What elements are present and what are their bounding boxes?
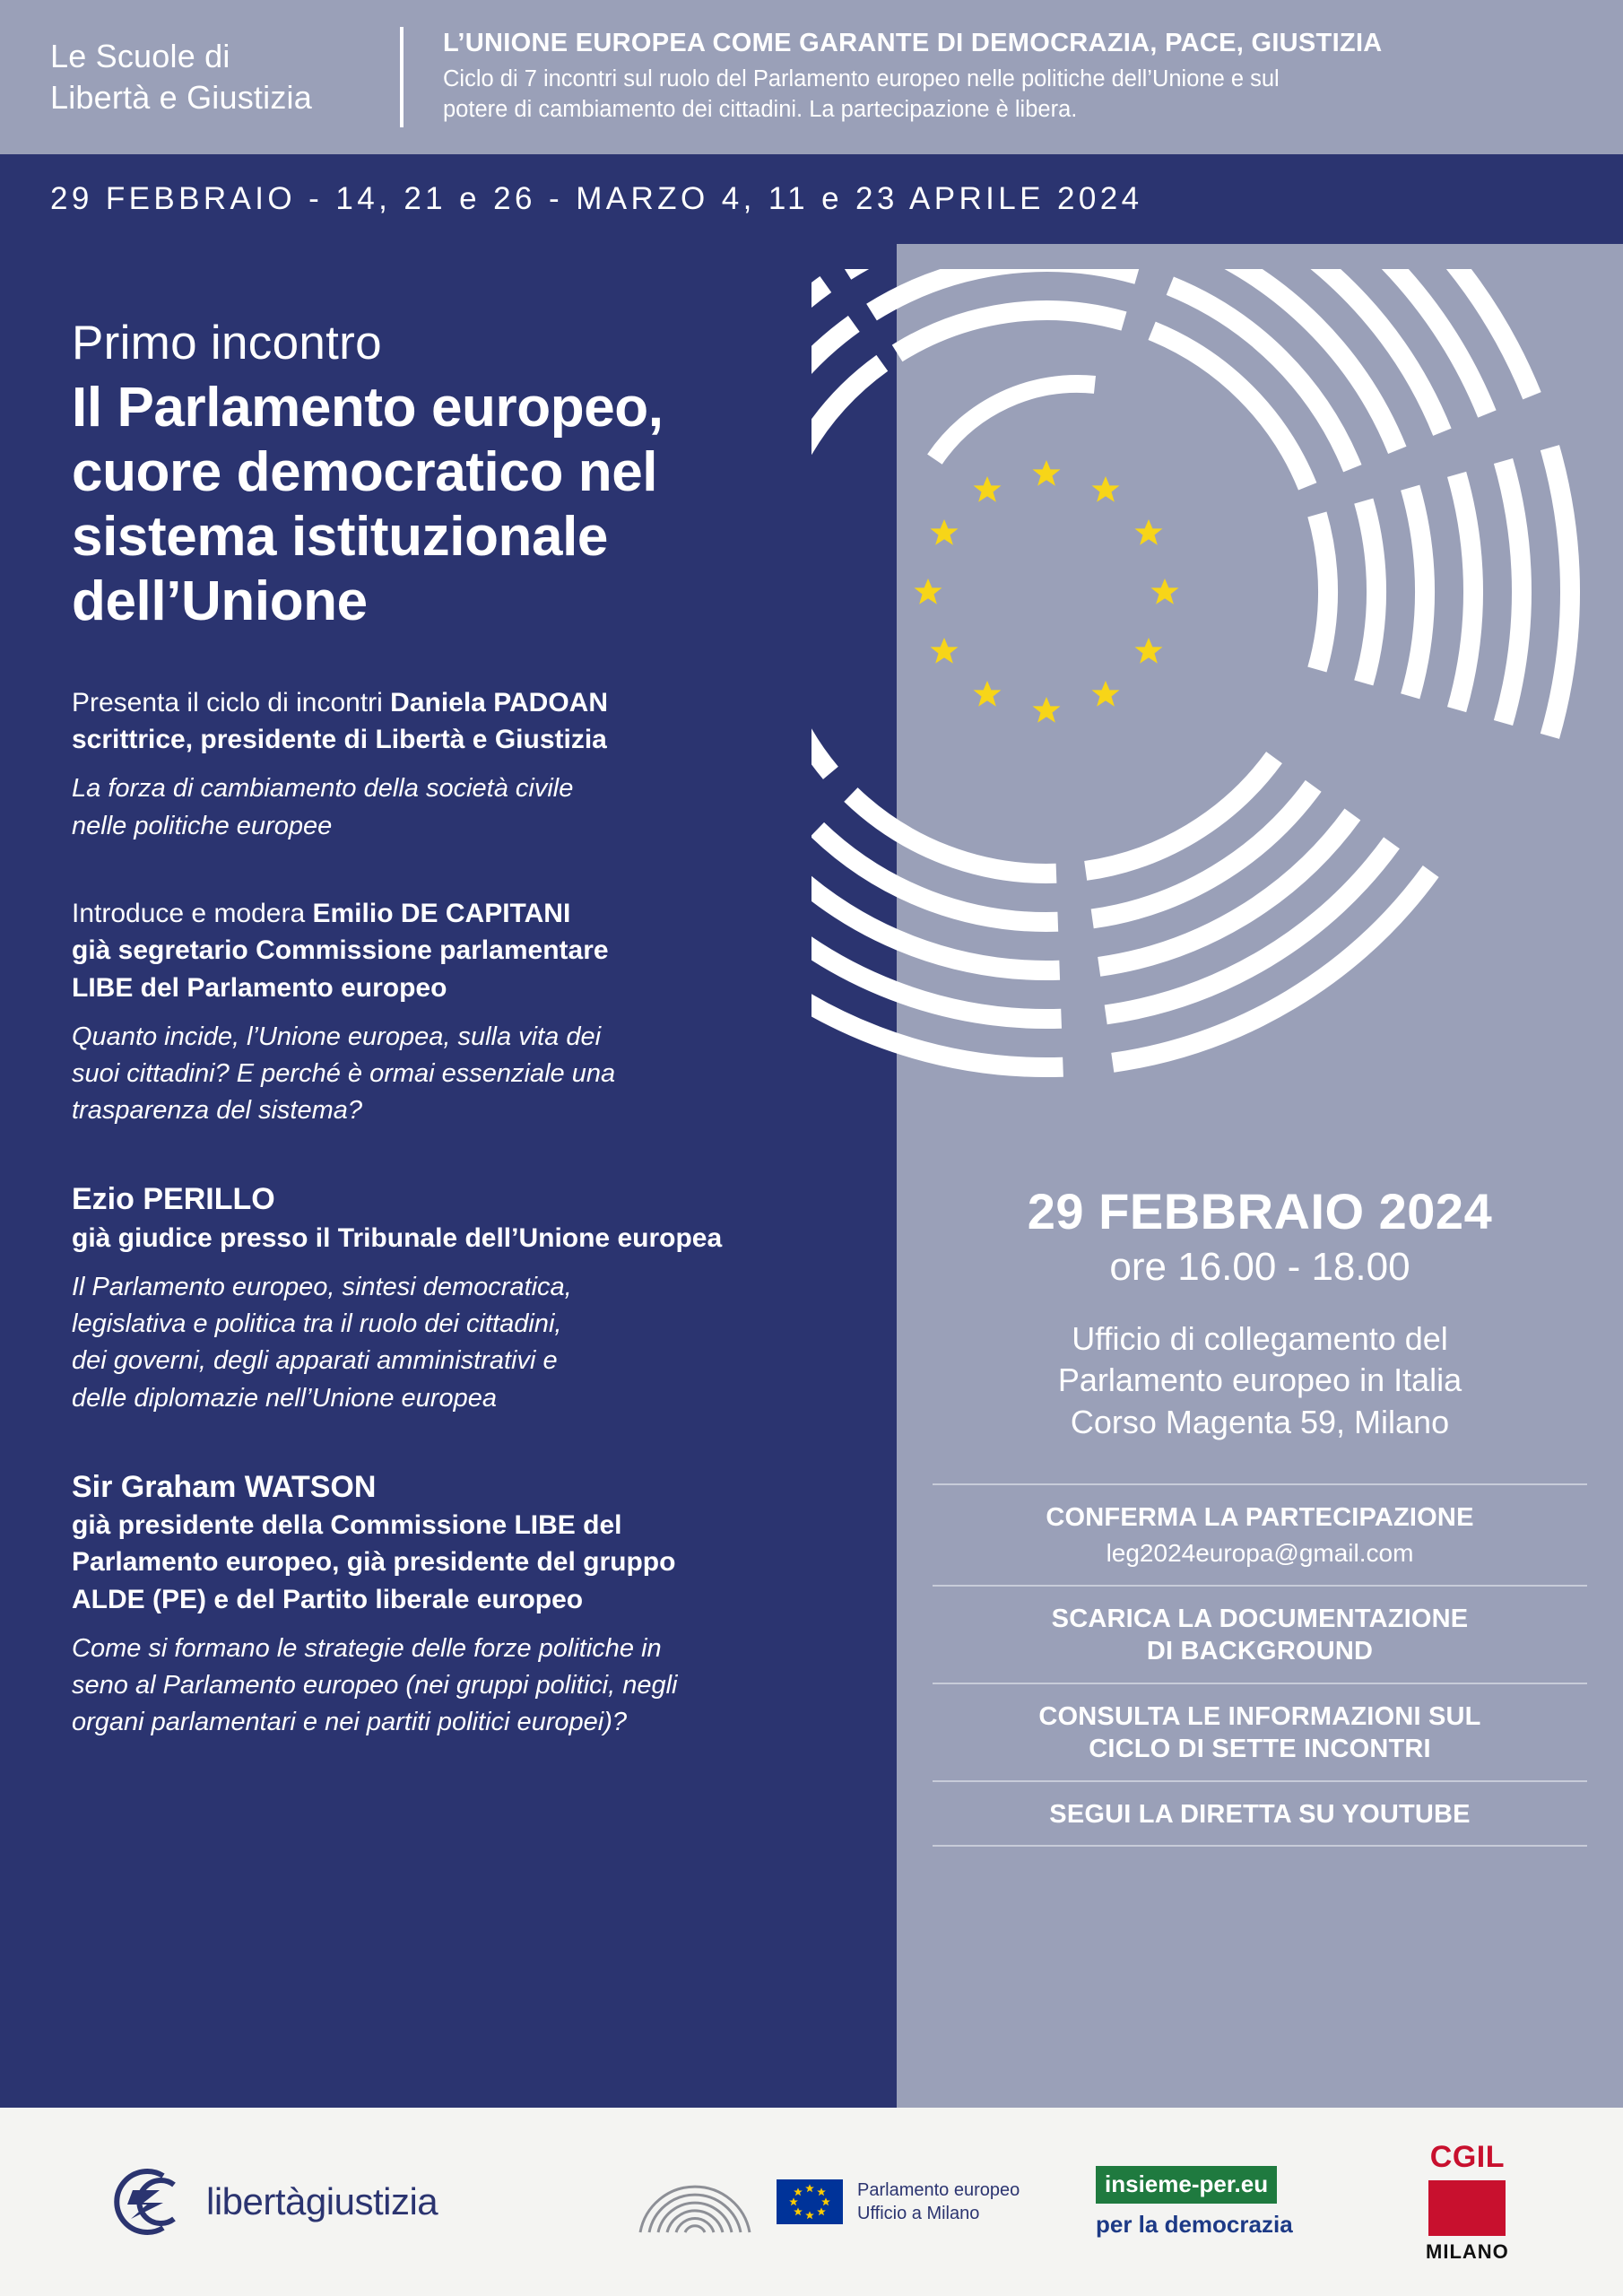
liberta-giustizia-wordmark: libertàgiustizia — [206, 2180, 438, 2222]
organizer-line-1: Le Scuole di — [50, 37, 230, 74]
series-subtitle-line-2: potere di cambiamento dei cittadini. La partecipazione è libera. — [443, 97, 1078, 122]
venue-line-1: Ufficio di collegamento del — [1072, 1319, 1448, 1357]
speaker-title: scrittrice, presidente di Libertà e Giustizia — [72, 725, 607, 755]
speaker-name: Ezio PERILLO — [72, 1182, 275, 1217]
action-label: CONFERMA LA PARTECIPAZIONE — [1046, 1502, 1474, 1532]
pe-caption-line-2: Ufficio a Milano — [857, 2204, 980, 2223]
abstract-line-3: dei governi, degli apparati amministrativi e — [72, 1346, 558, 1376]
headline-line-2: cuore democratico nel — [72, 440, 658, 503]
insieme-domain: insieme-per.eu — [1096, 2166, 1277, 2204]
abstract-line-1: Il Parlamento europeo, sintesi democratica, — [72, 1273, 572, 1302]
abstract-line-1: Quanto incide, l’Unione europea, sulla vita dei — [72, 1022, 602, 1051]
speaker-abstract — [72, 770, 843, 844]
speaker-role-row — [72, 895, 843, 932]
cgil-city: MILANO — [1426, 2240, 1509, 2263]
action-confirm-participation[interactable] — [933, 1483, 1587, 1585]
header-text-block — [443, 29, 1383, 125]
abstract-line-2: suoi cittadini? E perché è ormai essenziale una — [72, 1059, 616, 1089]
page-title — [72, 376, 843, 634]
poster-header — [0, 0, 1623, 154]
action-label-line-1: CONSULTA LE INFORMAZIONI SUL — [1038, 1701, 1481, 1731]
action-label-line-2: CICLO DI SETTE INCONTRI — [1089, 1735, 1431, 1764]
speaker-name: Daniela PADOAN — [390, 687, 608, 718]
main-content — [0, 244, 897, 1742]
speaker-de-capitani — [72, 895, 843, 1130]
liberta-giustizia-logo — [97, 2163, 438, 2240]
footer-logos — [0, 2108, 1623, 2296]
eu-flag-icon — [777, 2179, 843, 2224]
series-title: L’UNIONE EUROPEA COME GARANTE DI DEMOCRAZIA, PACE, GIUSTIZIA — [443, 29, 1383, 58]
series-subtitle-line-1: Ciclo di 7 incontri sul ruolo del Parlamento europeo nelle politiche dell’Unione e sul — [443, 66, 1280, 92]
speaker-title-line-1: già presidente della Commissione LIBE del — [72, 1509, 622, 1540]
event-date: 29 FEBBRAIO 2024 — [1027, 1183, 1493, 1239]
speaker-abstract — [72, 1269, 843, 1417]
action-download-background[interactable] — [933, 1585, 1587, 1683]
venue-line-3: Corso Magenta 59, Milano — [1070, 1404, 1450, 1441]
headline-line-4: dell’Unione — [72, 570, 368, 632]
contact-email[interactable]: leg2024europa@gmail.com — [1106, 1539, 1414, 1568]
speaker-abstract — [72, 1019, 843, 1130]
abstract-line-2: legislativa e politica tra il ruolo dei cittadini, — [72, 1309, 562, 1339]
abstract-line-2: seno al Parlamento europeo (nei gruppi politici, negli — [72, 1671, 678, 1700]
parlamento-europeo-caption — [857, 2179, 1020, 2225]
cgil-square-icon — [1428, 2180, 1506, 2236]
speaker-perillo — [72, 1179, 843, 1416]
speaker-abstract — [72, 1631, 843, 1742]
action-label-line-1: SCARICA LA DOCUMENTAZIONE — [1051, 1604, 1469, 1633]
speaker-title-line-2: Parlamento europeo, già presidente del gruppo — [72, 1547, 676, 1578]
organizer-line-2: Libertà e Giustizia — [50, 79, 312, 116]
headline-line-1: Il Parlamento europeo, — [72, 377, 664, 439]
speaker-name: Emilio DE CAPITANI — [312, 898, 571, 928]
abstract-line-3: organi parlamentari e nei partiti politici europei)? — [72, 1708, 627, 1737]
event-venue — [933, 1318, 1587, 1444]
parliament-hemicycle-icon — [628, 2161, 762, 2243]
speaker-name: Sir Graham WATSON — [72, 1469, 377, 1504]
pe-caption-line-1: Parlamento europeo — [857, 2180, 1020, 2200]
action-youtube-live[interactable] — [933, 1780, 1587, 1848]
speaker-title-line-3: ALDE (PE) e del Partito liberale europeo — [72, 1584, 584, 1614]
speaker-role-prefix: Presenta il ciclo di incontri — [72, 687, 391, 718]
event-details — [933, 1184, 1587, 1847]
eyebrow: Primo incontro — [72, 317, 382, 370]
action-label-line-2: DI BACKGROUND — [1146, 1637, 1374, 1666]
speaker-title-line-2: LIBE del Parlamento europeo — [72, 972, 447, 1003]
speaker-role-prefix: Introduce e modera — [72, 898, 313, 928]
abstract-line-4: delle diplomazie nell’Unione europea — [72, 1383, 497, 1413]
action-series-info[interactable] — [933, 1683, 1587, 1780]
speaker-role-row — [72, 684, 843, 721]
cgil-milano-logo — [1426, 2140, 1509, 2264]
cgil-wordmark: CGIL — [1429, 2140, 1505, 2174]
organizer-name — [50, 36, 400, 118]
dates-strip: 29 FEBBRAIO - 14, 21 e 26 - MARZO 4, 11 e 23 APRILE 2024 — [50, 181, 1143, 216]
speaker-watson — [72, 1467, 843, 1742]
abstract-line-1: Come si formano le strategie delle forze politiche in — [72, 1634, 662, 1664]
headline-line-3: sistema istituzionale — [72, 505, 609, 568]
header-divider — [400, 27, 404, 127]
abstract-line-2: nelle politiche europee — [72, 811, 333, 840]
event-time: ore 16.00 - 18.00 — [1109, 1244, 1410, 1289]
action-label: SEGUI LA DIRETTA SU YOUTUBE — [1049, 1799, 1471, 1829]
parlamento-europeo-logo — [628, 2161, 1020, 2243]
abstract-line-3: trasparenza del sistema? — [72, 1096, 362, 1126]
abstract-line-1: La forza di cambiamento della società civile — [72, 774, 574, 804]
venue-line-2: Parlamento europeo in Italia — [1057, 1361, 1462, 1399]
insieme-per-eu-logo — [1096, 2166, 1293, 2239]
speaker-title: già giudice presso il Tribunale dell’Unione europea — [72, 1222, 723, 1253]
speaker-padoan — [72, 684, 843, 845]
liberta-giustizia-mark-icon — [97, 2163, 194, 2240]
event-actions — [933, 1483, 1587, 1848]
insieme-tagline: per la democrazia — [1096, 2210, 1293, 2238]
speaker-title-line-1: già segretario Commissione parlamentare — [72, 935, 609, 966]
